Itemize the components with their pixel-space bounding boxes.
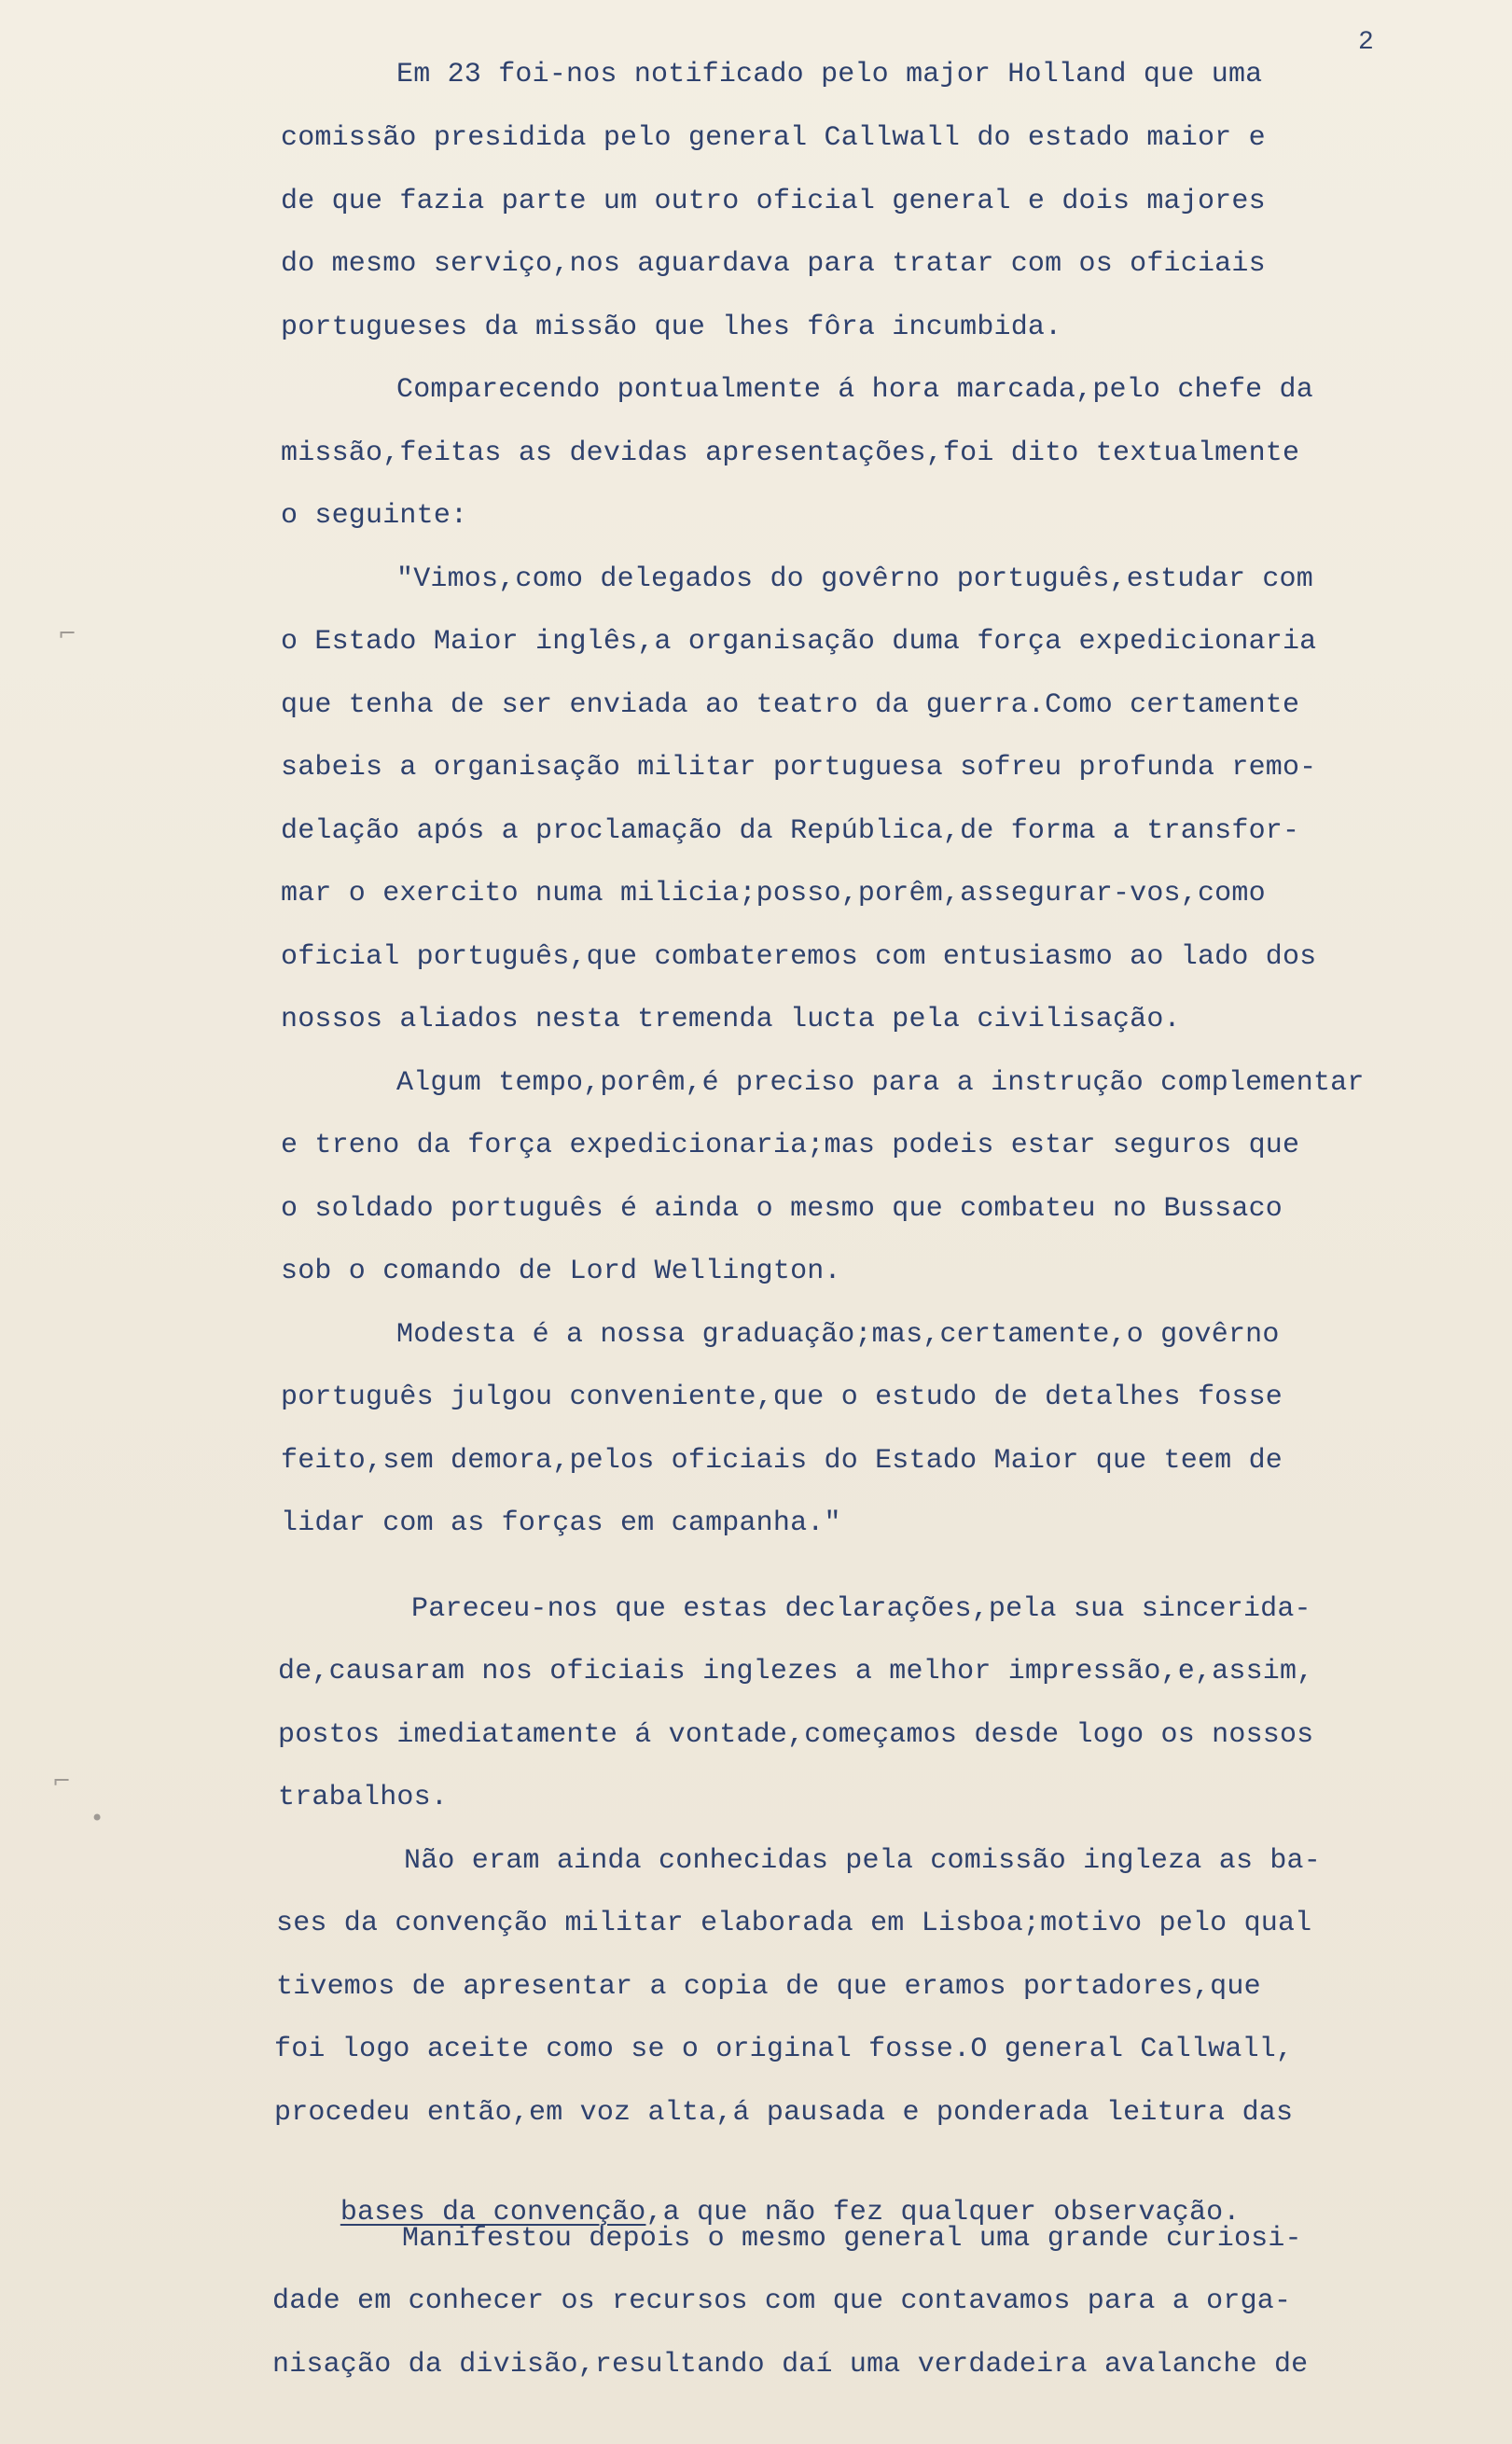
text-line: comissão presidida pelo general Callwall do estado maior e: [281, 122, 1266, 154]
text-line: Comparecendo pontualmente á hora marcada,pelo chefe da: [396, 374, 1313, 406]
text-line: tivemos de apresentar a copia de que eramos portadores,que: [276, 1971, 1261, 2003]
text-line: oficial português,que combateremos com entusiasmo ao lado dos: [281, 941, 1317, 973]
text-line: do mesmo serviço,nos aguardava para tratar com os oficiais: [281, 248, 1266, 280]
text-line: dade em conhecer os recursos com que contavamos para a orga-: [272, 2285, 1292, 2317]
text-line: procedeu então,em voz alta,á pausada e ponderada leitura das: [274, 2097, 1294, 2129]
text-line: o soldado português é ainda o mesmo que combateu no Bussaco: [281, 1193, 1283, 1225]
text-line: ses da convenção militar elaborada em Lisboa;motivo pelo qual: [276, 1908, 1312, 1939]
text-line: Em 23 foi-nos notificado pelo major Holland que uma: [396, 59, 1263, 90]
margin-mark: ⌐: [52, 1768, 72, 1794]
text-line: portugueses da missão que lhes fôra incumbida.: [281, 312, 1062, 343]
text-line: e treno da força expedicionaria;mas podeis estar seguros que: [281, 1130, 1300, 1161]
text-line: Algum tempo,porêm,é preciso para a instrução complementar: [396, 1067, 1365, 1099]
text-line: o seguinte:: [281, 500, 468, 532]
text-line: missão,feitas as devidas apresentações,foi dito textualmente: [281, 437, 1300, 469]
text-line: Não eram ainda conhecidas pela comissão ingleza as ba-: [404, 1845, 1321, 1877]
text-line: lidar com as forças em campanha.": [281, 1507, 841, 1539]
text-line: nossos aliados nesta tremenda lucta pela civilisação.: [281, 1004, 1181, 1035]
text-line: Manifestou depois o mesmo general uma grande curiosi-: [402, 2223, 1302, 2255]
text-line: trabalhos.: [278, 1782, 449, 1813]
text-line: Modesta é a nossa graduação;mas,certamente,o govêrno: [396, 1319, 1280, 1351]
margin-mark: •: [90, 1805, 104, 1831]
text-line: sabeis a organisação militar portuguesa sofreu profunda remo-: [281, 752, 1317, 784]
text-line: mar o exercito numa milicia;posso,porêm,assegurar-vos,como: [281, 878, 1266, 910]
text-line: o Estado Maior inglês,a organisação duma força expedicionaria: [281, 626, 1317, 658]
text-line: "Vimos,como delegados do govêrno português,estudar com: [396, 563, 1313, 595]
underlined-text: bases da convenção: [340, 2197, 646, 2229]
text-line: feito,sem demora,pelos oficiais do Estado Maior que teem de: [281, 1445, 1283, 1477]
text-line: que tenha de ser enviada ao teatro da guerra.Como certamente: [281, 689, 1300, 721]
text-line: português julgou conveniente,que o estudo de detalhes fosse: [281, 1382, 1283, 1413]
text-line: sob o comando de Lord Wellington.: [281, 1256, 841, 1287]
text-line: postos imediatamente á vontade,começamos desde logo os nossos: [278, 1719, 1314, 1751]
text-line: foi logo aceite como se o original fosse.O general Callwall,: [274, 2034, 1294, 2065]
text-line: nisação da divisão,resultando daí uma verdadeira avalanche de: [272, 2349, 1309, 2381]
text-line-rest: ,a que não fez qualquer observação.: [645, 2197, 1241, 2229]
text-line: de,causaram nos oficiais inglezes a melhor impressão,e,assim,: [278, 1656, 1314, 1687]
text-line: de que fazia parte um outro oficial general e dois majores: [281, 186, 1266, 217]
text-line: delação após a proclamação da República,de forma a transfor-: [281, 815, 1300, 847]
text-line: Pareceu-nos que estas declarações,pela sua sincerida-: [411, 1593, 1311, 1625]
margin-mark: ⌐: [58, 620, 77, 646]
page-number: 2: [1358, 28, 1374, 57]
